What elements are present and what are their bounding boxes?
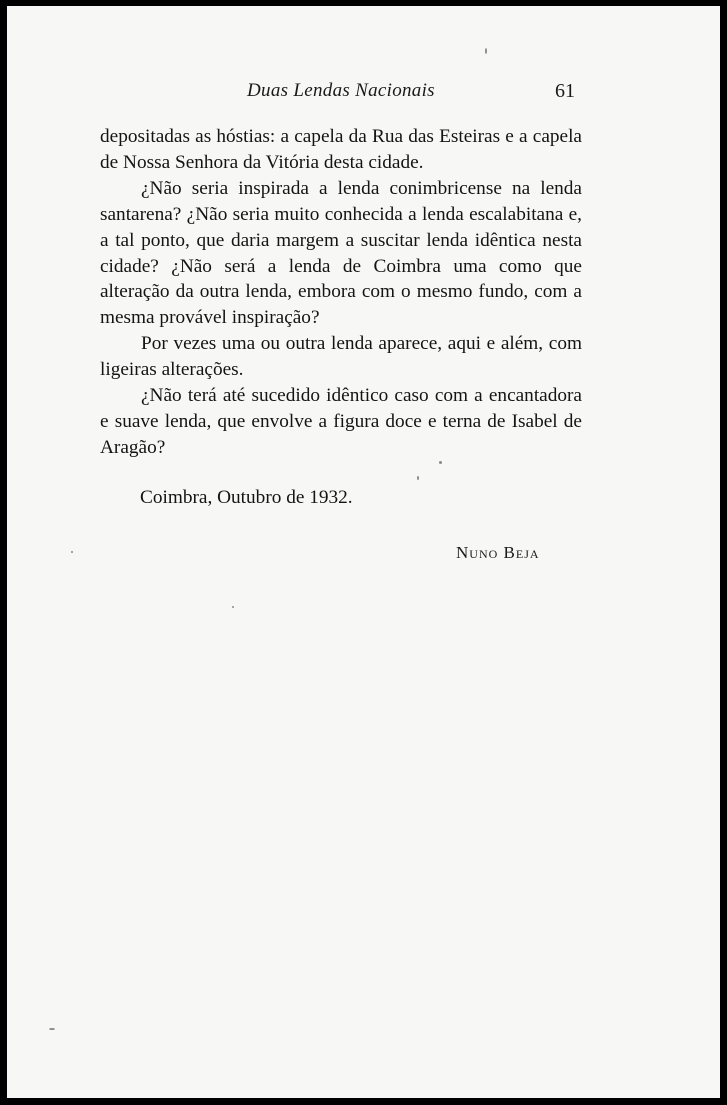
paragraph: ¿Não seria inspirada a lenda conimbricense na lenda santarena? ¿Não seria muito conhecida a lenda escalabitana e, a tal ponto, que daria margem a suscitar lenda idêntica nesta cidade? ¿Não será a lenda de Coimbra uma como que alteração da outra lenda, embora com o mesmo fundo, com a mesma provável inspiração? xyxy=(100,177,582,329)
running-title: Duas Lendas Nacionais xyxy=(247,80,435,101)
paragraph: Por vezes uma ou outra lenda aparece, aqui e além, com ligeiras alterações. xyxy=(100,333,582,381)
scan-speck xyxy=(49,1028,55,1030)
main-text xyxy=(100,124,582,461)
scan-speck xyxy=(485,48,487,54)
scan-speck xyxy=(439,461,442,464)
paragraph: ¿Não terá até sucedido idêntico caso com a encantadora e suave lenda, que envolve a figura doce e terna de Isabel de Aragão? xyxy=(100,385,582,458)
scan-speck xyxy=(417,476,419,480)
scan-speck xyxy=(232,606,234,608)
book-page xyxy=(7,6,720,1098)
scan-speck xyxy=(71,551,73,553)
paragraph: depositadas as hóstias: a capela da Rua das Esteiras e a capela de Nossa Senhora da Vitória desta cidade. xyxy=(100,126,582,173)
dateline: Coimbra, Outubro de 1932. xyxy=(140,487,353,508)
author-signature: Nuno Beja xyxy=(456,543,540,562)
page-number: 61 xyxy=(555,80,575,102)
